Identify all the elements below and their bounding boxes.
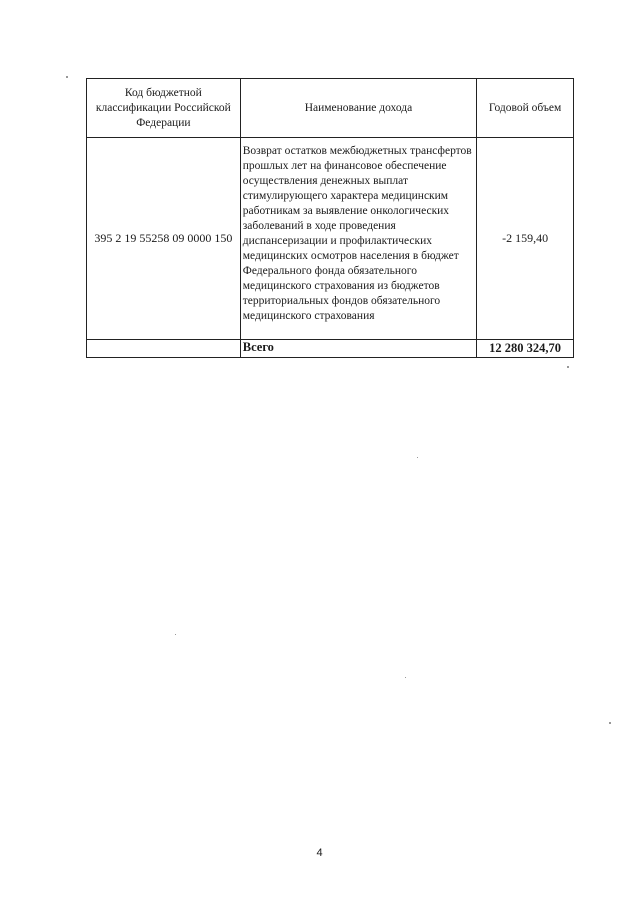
total-value: 12 280 324,70: [477, 340, 574, 358]
scan-speck: [609, 722, 611, 724]
scan-speck: [175, 634, 176, 635]
total-label: Всего: [240, 340, 476, 358]
header-budget-code: Код бюджетной классификации Российской Федерации: [87, 79, 241, 138]
header-revenue-name: Наименование дохода: [240, 79, 476, 138]
row-annual-volume: -2 159,40: [477, 138, 574, 340]
row-revenue-name: Возврат остатков межбюджетных трансфертов прошлых лет на финансовое обеспечение осуществления денежных выплат стимулирующего характера медицинским работникам за выявление онкологических заболеваний в ходе проведения диспансеризации и профилактических медицинских осмотров населения в бюджет Федерального фонда обязательного медицинского страхования из бюджетов территориальных фондов обязательного медицинского страхования: [240, 138, 476, 340]
table-row: [87, 138, 574, 340]
scan-speck: [567, 366, 569, 368]
scan-speck: [66, 76, 68, 78]
scan-speck: [405, 677, 406, 678]
revenue-table: [86, 78, 574, 358]
page-number: 4: [316, 847, 323, 859]
row-budget-code: 395 2 19 55258 09 0000 150: [87, 138, 241, 340]
total-empty-cell: [87, 340, 241, 358]
scan-speck: [417, 457, 418, 458]
table-header-row: [87, 79, 574, 138]
table-total-row: [87, 340, 574, 358]
header-annual-volume: Годовой объем: [477, 79, 574, 138]
